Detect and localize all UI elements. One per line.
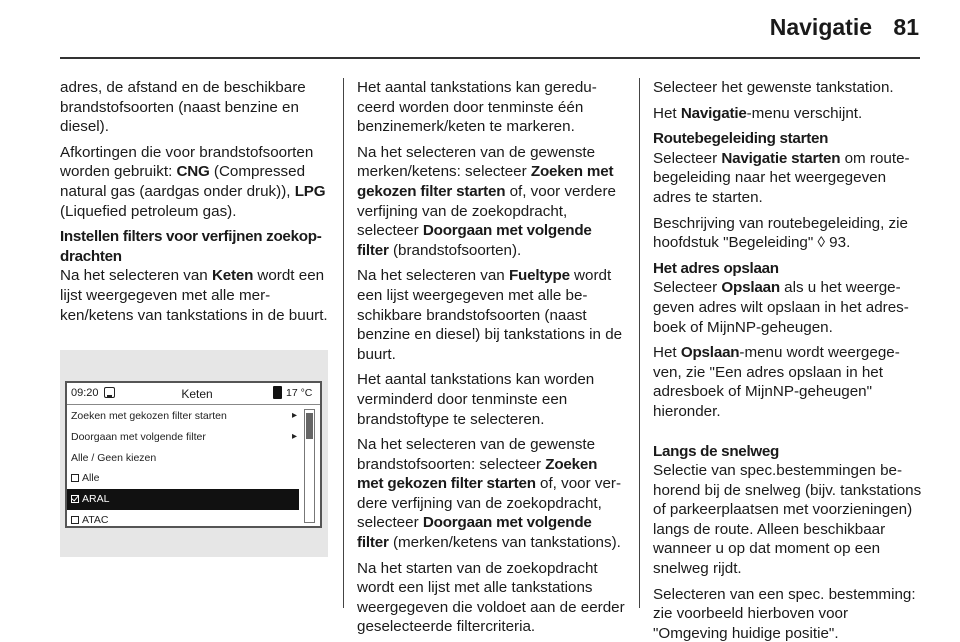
chevron-right-icon: ▸ xyxy=(291,430,297,442)
paragraph: Het aantal tankstations kan gereduceerd worden door tenminste één benzinemerk/keten te markeren. xyxy=(357,79,597,136)
paragraph: Na het selecteren van Fueltype wordt een lijst weergegeven met alle beschikbare brandstofsoorten (naast benzine en diesel) bij tankstations in de buurt. xyxy=(357,267,623,363)
temperature: 17 °C xyxy=(286,387,313,399)
paragraph: Selectie van spec.bestemmingen behorend bij de snelweg (bijv. tankstations of parkeerplaatsen met voorzieningen) langs de route. Alleen beschikbaar wanneer u op dat moment op een snelweg rijdt. xyxy=(653,462,922,578)
paragraph: Na het selecteren van Keten wordt een lijst weergegeven met alle merken/ketens van tankstations in de buurt. xyxy=(60,267,328,324)
term-lpg: LPG xyxy=(294,182,326,200)
paragraph: Na het selecteren van de gewenste brandstofsoorten: selecteer Zoeken met gekozen filter starten of, voor verdere verfijning van de zoekopdracht, selecteer Doorgaan met volgende filter (merken/ketens van tankstations). xyxy=(357,436,622,552)
section-heading: Routebegeleiding starten xyxy=(653,130,829,148)
screen-figure xyxy=(60,350,328,557)
paragraph: Het aantal tankstations kan worden verminderd door tenminste een brandstoftype te selecteren. xyxy=(357,371,595,428)
menu-item-aral[interactable]: ARAL xyxy=(67,489,299,510)
section-heading: Het adres opslaan xyxy=(653,259,779,277)
header-divider xyxy=(60,57,920,59)
clock: 09:20 xyxy=(71,387,99,399)
menu-item-next-filter[interactable]: Doorgaan met volgende filter ▸ xyxy=(67,427,299,448)
scrollbar-thumb[interactable] xyxy=(306,413,313,439)
paragraph: Selecteer het gewenste tankstation. xyxy=(653,79,894,96)
section-heading: Langs de snelweg xyxy=(653,442,780,460)
checkbox-icon xyxy=(71,474,79,482)
menu-item-select-all-none[interactable]: Alle / Geen kiezen xyxy=(71,451,157,464)
paragraph-abbreviations: Afkortingen die voor brandstofsoorten worden gebruikt: CNG (Compressed natural gas (aardgas onder druk)), LPG (Liquefied petroleum gas). xyxy=(60,143,326,220)
page-header xyxy=(0,0,960,60)
column-divider xyxy=(639,78,640,608)
menu-item-atac[interactable]: ATAC xyxy=(67,510,299,531)
chevron-right-icon: ▸ xyxy=(291,410,297,421)
paragraph: Het Navigatie-menu verschijnt. xyxy=(653,104,863,122)
menu-item-start-search[interactable]: Zoeken met gekozen filter starten ▸ xyxy=(67,406,299,427)
infotainment-screen xyxy=(65,381,322,528)
screen-status-bar xyxy=(67,383,320,405)
term-keten: Keten xyxy=(211,267,254,285)
menu-list xyxy=(67,406,299,531)
paragraph: Selecteer Opslaan als u het weergegeven adres wilt opslaan in het adresboek of MijnNP-geheugen. xyxy=(653,279,909,336)
checkbox-icon xyxy=(71,516,79,524)
checkbox-checked-icon xyxy=(71,495,79,503)
column-divider xyxy=(343,78,344,608)
return-icon[interactable] xyxy=(104,387,115,398)
paragraph: Na het selecteren van de gewenste merken/ketens: selecteer Zoeken met gekozen filter starten of, voor verdere verfijning van de zoekopdracht, selecteer Doorgaan met volgende filter (brandstofsoorten). xyxy=(357,143,616,259)
page-number: 81 xyxy=(893,14,919,40)
paragraph: Selecteer Navigatie starten om routebegeleiding naar het weergegeven adres te starten. xyxy=(653,149,910,206)
paragraph: Selecteren van een spec. bestemming: zie voorbeeld hierboven voor "Omgeving huidige positie". xyxy=(653,585,916,642)
paragraph: Het Opslaan-menu wordt weergegeven, zie "Een adres opslaan in het adresboek of MijnNP-geheugen" hieronder. xyxy=(653,344,900,420)
section-heading: Instellen filters voor verfijnen zoekopdrachten xyxy=(60,228,322,265)
column-3 xyxy=(653,78,923,642)
phone-icon xyxy=(273,386,282,399)
column-2 xyxy=(357,78,625,642)
page-title: Navigatie xyxy=(769,14,872,40)
term-cng: CNG xyxy=(176,163,210,181)
column-1 xyxy=(60,78,328,331)
scrollbar[interactable] xyxy=(304,409,315,523)
paragraph: Beschrijving van routebegeleiding, zie hoofdstuk "Begeleiding" ◊ 93. xyxy=(653,214,908,252)
paragraph: Na het starten van de zoekopdracht wordt een lijst met alle tankstations weergegeven die voldoet aan de eerder geselecteerde filtercriteria. xyxy=(357,559,625,636)
paragraph: adres, de afstand en de beschikbare brandstofsoorten (naast benzine en diesel). xyxy=(60,79,306,136)
screen-title: Keten xyxy=(181,387,213,401)
menu-item-alle[interactable]: Alle xyxy=(67,468,299,489)
